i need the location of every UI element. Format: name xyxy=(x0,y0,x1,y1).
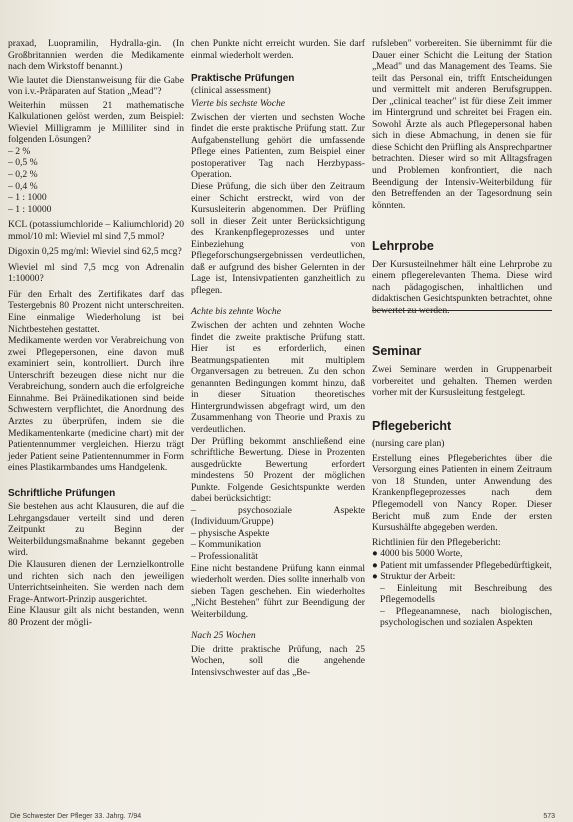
list-item: ● Struktur der Arbeit: xyxy=(372,571,456,583)
footer-publication: Die Schwester Der Pfleger 33. Jahrg. 7/94 xyxy=(10,813,142,820)
rule xyxy=(372,310,552,311)
paragraph: Wieviel ml sind 7,5 mcg von Adrenalin 1:10000? xyxy=(8,261,184,285)
paragraph: Zwei Seminare werden in Gruppenarbeit vorbereitet und gehalten. Themen werden vorher mit der Kursusleitung festgelegt. xyxy=(372,364,552,399)
paragraph: Wie lautet die Dienstanweisung für die Gabe von i.v.-Präparaten auf Station „Mead"? xyxy=(8,74,184,98)
column-3 xyxy=(372,38,552,629)
column-2 xyxy=(191,38,365,678)
paragraph: Zwischen der achten und zehnten Woche findet die zweite praktische Prüfung statt. Hier ist es erforderlich, einen Beatmungspatienten mit multiplem Organversagen zu betreuen. Zu den schon genannten Bedingungen kommt hinzu, daß in dieser Situation theoretisches Hintergrundwissen abgefragt wird, um den Zusammenhang von Theorie und Praxis zu verdeutlichen. xyxy=(191,320,365,435)
list-item: – Professionalität xyxy=(191,550,258,562)
list-item: – psychosoziale Aspekte (Individuum/Gruppe) xyxy=(191,504,365,528)
subsection-heading: Nach 25 Wochen xyxy=(191,630,256,642)
section-heading: Lehrprobe xyxy=(372,239,434,254)
paragraph: praxad, Luopramilin, Hydralla-gin. (In Großbritannien werden die Medikamente nach dem Wirkstoff benannt.) xyxy=(8,38,184,73)
section-heading: Schriftliche Prüfungen xyxy=(8,487,116,499)
list-item: – Kommunikation xyxy=(191,539,262,551)
paragraph: Weiterhin müssen 21 mathematische Kalkulationen gelöst werden, zum Beispiel: Wieviel Milligramm je Milliliter sind in folgenden Lösungen? xyxy=(8,99,184,146)
section-subheading: (clinical assessment) xyxy=(191,84,271,96)
column-1 xyxy=(8,38,184,628)
page-number: 573 xyxy=(543,813,555,820)
paragraph: Die dritte praktische Prüfung, nach 25 Wochen, soll die angehende Intensivschwester auf das „Be- xyxy=(191,643,365,678)
paragraph: chen Punkte nicht erreicht wurden. Sie darf einmal wiederholt werden. xyxy=(191,38,365,61)
paragraph: Der Prüfling bekommt anschließend eine schriftliche Bewertung. Diese in Prozenten ausgedrückte Bewertung erfordert mindestens 50 Prozent der möglichen Punkte. Folgende Gesichtspunkte werden dabei berücksichtigt: xyxy=(191,435,365,505)
list-item: – 0,2 % xyxy=(8,169,38,181)
subsection-heading: Achte bis zehnte Woche xyxy=(191,306,281,318)
section-subheading: (nursing care plan) xyxy=(372,438,445,450)
list-item: – 2 % xyxy=(8,145,31,157)
paragraph: Eine nicht bestandene Prüfung kann einmal wiederholt werden. Dies sollte innerhalb von sieben Tagen geschehen. Ein wiederholtes „Nicht Bestehen" führt zur Beendigung der Weiterbildung. xyxy=(191,562,365,620)
section-heading: Seminar xyxy=(372,344,422,359)
list-item: ● 4000 bis 5000 Worte, xyxy=(372,548,463,560)
list-item: – 1 : 1000 xyxy=(8,192,47,204)
list-item: – physische Aspekte xyxy=(191,527,270,539)
list-item: – 1 : 10000 xyxy=(8,203,52,215)
list-item: ● Patient mit umfassender Pflegebedürftigkeit, xyxy=(372,559,552,571)
list-item: – 0,4 % xyxy=(8,180,38,192)
paragraph: Sie bestehen aus acht Klausuren, die auf die Lehrgangsdauer verteilt sind und deren Zeitpunkt zu Beginn der Weiterbildungsmaßnahme bekannt gegeben wird. xyxy=(8,501,184,559)
section-heading: Praktische Prüfungen xyxy=(191,73,295,85)
list-item: – Pflegeanamnese, nach biologischen, psychologischen und sozialen Aspekten xyxy=(380,605,552,629)
paragraph: Für den Erhalt des Zertifikates darf das Testergebnis 80 Prozent nicht unterschreiten. Eine einmalige Wiederholung ist bei Nichtbestehen gestattet. xyxy=(8,288,184,335)
paragraph: Digoxin 0,25 mg/ml: Wieviel sind 62,5 mcg? xyxy=(8,246,182,258)
paragraph: KCL (potassiumchloride – Kaliumchlorid) 20 mmol/10 ml: Wieviel ml sind 7,5 mmol? xyxy=(8,219,184,242)
list-item: – Einleitung mit Beschreibung des Pflegemodells xyxy=(380,582,552,606)
paragraph: rufsleben" vorbereiten. Sie übernimmt für die Dauer einer Schicht die Leitung der Station „Mead" und das Management des Teams. Sie teilt das Personal ein, trifft Entscheidungen und vermittelt mit anderen Berufsgruppen. Der „clinical teacher" ist für diese Zeit immer im Hintergrund und schreitet bei Fragen ein. Sowohl Ärzte als auch Pflegepersonal haben sich in diese Abmachung, in denen sie für diese Schicht den Prüfling als Ansprechpartner betrachten. Dieser wird so mit Alltagsfragen und Problemen konfrontiert, die nach Beendigung der Intensiv-Weiterbildung für den Betreffenden an der Tagesordnung sein könnten. xyxy=(372,38,552,211)
list-item: – 0,5 % xyxy=(8,157,38,169)
paragraph: Richtlinien für den Pflegebericht: xyxy=(372,536,501,548)
subsection-heading: Vierte bis sechste Woche xyxy=(191,98,286,110)
paragraph: Diese Prüfung, die sich über den Zeitraum einer Schicht erstreckt, wird von der Kursusleiterin abgenommen. Der Prüfling soll in dieser Zeit unter Berücksichtigung des Krankenpflegeprozesses und unter Einbeziehung von Pflegeforschungsergebnissen verdeutlichen, daß er aufgrund des bisher Gelernten in der Lage ist, Intensivpatienten ganzheitlich zu pflegen. xyxy=(191,181,365,296)
paragraph: Die Klausuren dienen der Lernzielkontrolle und richten sich nach den jeweiligen Unterrichtseinheiten. Sie werden nach dem Frage-Antwort-Prinzip ausgerichtet. xyxy=(8,558,184,605)
paragraph: Medikamente werden vor Verabreichung von zwei Pflegepersonen, eine davon muß examiniert sein, kontrolliert. Durch ihre Unterschrift bezeugen diese nicht nur die Verabreichung, sondern auch die erfolgreiche Einnahme. Bei Präinedikationen sind beide Schwestern verpflichtet, die Anordnung des Arztes zu überprüfen, indem sie die Medikamentenkarte (medicine chart) mit der Patientennummer vergleichen. Hierzu trägt jeder Patient seine Patientennummer in Form eines Plastikarmbandes ums Handgelenk. xyxy=(8,335,184,474)
paragraph: Eine Klausur gilt als nicht bestanden, wenn 80 Prozent der mögli- xyxy=(8,605,184,628)
section-heading: Pflegebericht xyxy=(372,418,452,433)
paragraph: Der Kursusteilnehmer hält eine Lehrprobe zu einem pflegerelevanten Thema. Diese wird nach pädagogischen, inhaltlichen und didaktischen Gesichtspunkten betrachtet, ohne xyxy=(372,258,552,305)
paragraph: Zwischen der vierten und sechsten Woche findet die erste praktische Prüfung statt. Zur Aufgabenstellung gehört die umfassende Pflege eines Patienten, zum Beispiel einer postoperativer Tag nach Herzbypass-Operation. xyxy=(191,111,365,181)
paragraph: Erstellung eines Pflegeberichtes über die Versorgung eines Patienten in einem Zeitraum von 18 Stunden, unter Anwendung des Krankenpflegeprozesses nach dem Pflegemodell von Nancy Roper. Dieser Bericht muß zum Ende der ersten Kursushälfte abgegeben werden. xyxy=(372,452,552,534)
